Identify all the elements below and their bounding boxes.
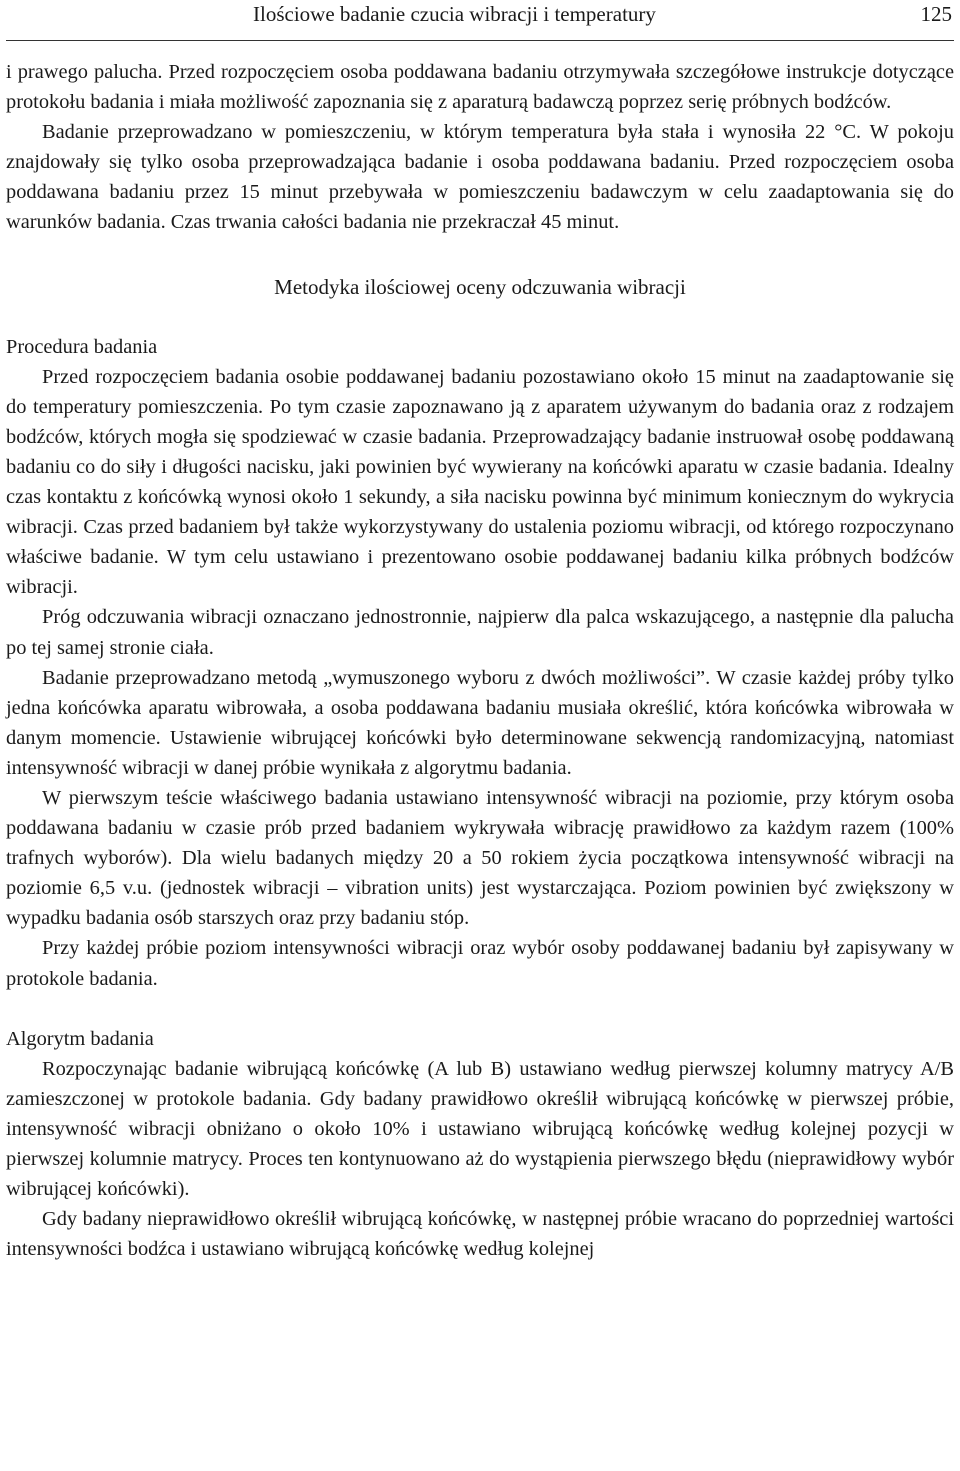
intro-paragraph: Badanie przeprowadzano w pomieszczeniu, w którym temperatura była stała i wynosiła 22 °C. W pokoju znajdowały się tylko osoba przeprowadzająca badanie i osoba poddawana badaniu. Przed rozpoczęciem osoba poddawana badaniu przez 15 minut przebywała w pomieszczeniu badawczym w celu zaadaptowania się do warunków badania. Czas trwania całości badania nie przekraczał 45 minut.: [6, 121, 954, 234]
procedura-paragraph: Przed rozpoczęciem badania osobie poddawanej badaniu pozostawiano około 15 minut na zaadaptowanie się do temperatury pomieszczenia. Po tym czasie zapoznawano ją z aparatem używanym do badania oraz z rodzajem bodźców, których mogła się spodziewać w czasie badania. Przeprowadzający badanie instruował osobę poddawaną badaniu co do siły i długości nacisku, jaki powinien być wywierany na końcówki aparatu w czasie badania. Idealny czas kontaktu z końcówką wynosi około 1 sekundy, a siła nacisku powinna być minimum koniecznym do wykrycia wibracji. Czas przed badaniem był także wykorzystywany do ustalenia poziomu wibracji, od którego rozpoczynano właściwe badanie. W tym celu ustawiano i prezentowano osobie poddawanej badaniu kilka próbnych bodźców wibracji.: [6, 365, 954, 599]
subheading-procedura: Procedura badania: [6, 335, 158, 358]
subheading-algorytm: Algorytm badania: [6, 1027, 154, 1050]
document-page: [6, 0, 954, 1471]
procedura-paragraph: Przy każdej próbie poziom intensywności wibracji oraz wybór osoby poddawanej badaniu był zapisywany w protokole badania.: [6, 937, 954, 990]
running-header: [6, 0, 954, 41]
page-number: 125: [920, 2, 952, 26]
section-title: Metodyka ilościowej oceny odczuwania wibracji: [274, 274, 686, 299]
running-title: Ilościowe badanie czucia wibracji i temperatury: [253, 2, 656, 26]
procedura-paragraph: Próg odczuwania wibracji oznaczano jednostronnie, najpierw dla palca wskazującego, a następnie dla palucha po tej samej stronie ciała.: [6, 606, 954, 659]
algorytm-paragraph: Rozpoczynając badanie wibrującą końcówkę (A lub B) ustawiano według pierwszej kolumny matrycy A/B zamieszczonej w protokole badania. Gdy badany prawidłowo określił wibrującą końcówkę w pierwszej próbie, intensywność wibracji obniżano o około 10% i ustawiano wibrującą końcówkę według kolejnej pozycji w pierwszej kolumnie matrycy. Proces ten kontynuowano aż do wystąpienia pierwszego błędu (nieprawidłowy wybór wibrującej końcówki).: [6, 1057, 954, 1201]
algorytm-paragraph: Gdy badany nieprawidłowo określił wibrującą końcówkę, w następnej próbie wracano do poprzedniej wartości intensywności bodźca i ustawiano wibrującą końcówkę według kolejnej: [6, 1208, 954, 1261]
procedura-paragraph: W pierwszym teście właściwego badania ustawiano intensywność wibracji na poziomie, przy którym osoba poddawana badaniu w czasie prób przed badaniem wykrywała wibrację prawidłowo za każdym razem (100% trafnych wyborów). Dla wielu badanych między 20 a 50 rokiem życia początkowa intensywność wibracji na poziomie 6,5 v.u. (jednostek wibracji – vibration units) jest wystarczająca. Poziom powinien być zwiększony w wypadku badania osób starszych oraz przy badaniu stóp.: [6, 786, 954, 930]
body-text: [6, 57, 954, 1264]
intro-paragraph: i prawego palucha. Przed rozpoczęciem osoba poddawana badaniu otrzymywała szczegółowe instrukcje dotyczące protokołu badania i miała możliwość zapoznania się z aparaturą badawczą poprzez serię próbnych bodźców.: [6, 61, 954, 114]
procedura-paragraph: Badanie przeprowadzano metodą „wymuszonego wyboru z dwóch możliwości”. W czasie każdej próby tylko jedna końcówka aparatu wibrowała, a osoba poddawana badaniu musiała określić, która końcówka wibrowała w danym momencie. Ustawienie wibrującej końcówki było determinowane sekwencją randomizacyjną, natomiast intensywność wibracji w danej próbie wynikała z algorytmu badania.: [6, 666, 954, 779]
section-gap: [6, 994, 954, 1024]
